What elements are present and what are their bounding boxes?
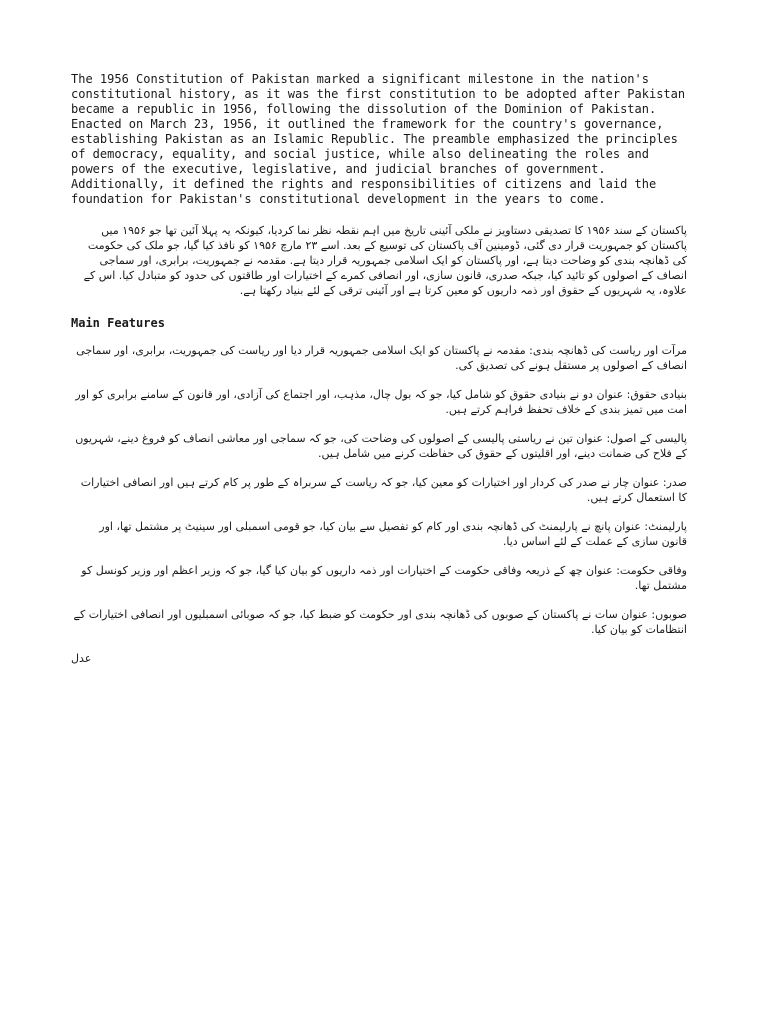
list-item (71, 431, 689, 461)
feature-text: وفاقی حکومت: عنوان چھ کے ذریعہ وفاقی حکومت کے اختیارات اور ذمہ داریوں کو بیان کیا گیا، جو کہ وزیر اعظم اور وزیر کونسل کو مشتمل تھا. (81, 564, 687, 592)
list-item (71, 387, 689, 417)
list-item (71, 475, 689, 505)
trailing-text (71, 651, 689, 666)
list-item (71, 343, 689, 373)
trailing-word: عدل (71, 652, 92, 665)
feature-text: مرآت اور ریاست کی ڈھانچہ بندی: مقدمہ نے پاکستان کو ایک اسلامی جمہوریہ قرار دیا اور ریاست کی جمہوریت، برابری، اور سماجی انصاف کے اصولوں پر مستقل ہونے کی تصدیق کی. (76, 344, 687, 372)
feature-text: صوبوں: عنوان سات نے پاکستان کے صوبوں کی ڈھانچہ بندی اور حکومت کو ضبط کیا، جو کہ صوبائی اسمبلیوں اور انصافی اختیارات کے انتظامات کو بیان کیا. (73, 608, 687, 636)
feature-text: پارلیمنٹ: عنوان پانچ نے پارلیمنٹ کی ڈھانچہ بندی اور کام کو تفصیل سے بیان کیا، جو قومی اسمبلی اور سینیٹ پر مشتمل تھا، اور قانون سازی کے عملت کے لئے اساس دیا. (99, 520, 687, 548)
feature-text: پالیسی کے اصول: عنوان تین نے ریاستی پالیسی کے اصولوں کی وضاحت کی، جو کہ سماجی اور معاشی انصاف کو فروغ دینے، شہریوں کے فلاح کی ضمانت دینے، اور اقلیتوں کے حقوق کی حفاظت کرنے میں شامل ہیں. (75, 432, 687, 460)
document-page (71, 72, 689, 666)
feature-text: بنیادی حقوق: عنوان دو نے بنیادی حقوق کو شامل کیا، جو کہ بول چال، مذہب، اور اجتماع کی آزادی، اور قانون کے سامنے برابری کو اور امت میں تمیز بندی کے خلاف تحفظ فراہم کرتے ہیں. (75, 388, 687, 416)
list-item (71, 607, 689, 637)
intro-paragraph-urdu: پاکستان کے سند ۱۹۵۶ کا تصدیقی دستاویز نے ملکی آئینی تاریخ میں اہم نقطہ نظر نما کردیا، کیونکہ یہ پہلا آئین تھا جو ۱۹۵۶ میں پاکستان کو جمہوریت قرار دی گئی، ڈومینین آف پاکستان کی توسیع کے بعد. اسے ۲۳ مارچ ۱۹۵۶ کو نافذ کیا گیا، جو ملک کی حکومت کی ڈھانچہ بندی کو وضاحت دیتا ہے، اور پاکستان کو ایک اسلامی جمہوریہ قرار دیتا ہے. مقدمہ نے جمہوریت، برابری، اور سماجی انصاف کے اصولوں کو تائید کیا، جبکہ صدری، قانون سازی، اور انصافی کمرے کے اختیارات اور طاقتوں کی حدود کو متبادل کیا. اس کے علاوہ، یہ شہریوں کے حقوق اور ذمہ داریوں کو معین کرتا ہے اور آئینی ترقی کے لئے بنیاد رکھتا ہے. (83, 224, 687, 297)
list-item (71, 519, 689, 549)
intro-paragraph-english: The 1956 Constitution of Pakistan marked a significant milestone in the nation's constitutional history, as it was the first constitution to be adopted after Pakistan became a republic in 1956, following the dissolution of the Dominion of Pakistan. Enacted on March 23, 1956, it outlined the framework for the country's governance, establishing Pakistan as an Islamic Republic. The preamble emphasized the principles of democracy, equality, and social justice, while also delineating the roles and powers of the executive, legislative, and judicial branches of government. Additionally, it defined the rights and responsibilities of citizens and laid the foundation for Pakistan's constitutional development in the years to come. (71, 72, 686, 206)
section-heading-main-features: Main Features (71, 316, 165, 330)
feature-text: صدر: عنوان چار نے صدر کی کردار اور اختیارات کو معین کیا، جو کہ ریاست کے سربراہ کے طور پر کام کرتے ہیں اور انصافی اختیارات کا استعمال کرتے ہیں. (80, 476, 687, 504)
features-list (71, 343, 689, 637)
list-item (71, 563, 689, 593)
